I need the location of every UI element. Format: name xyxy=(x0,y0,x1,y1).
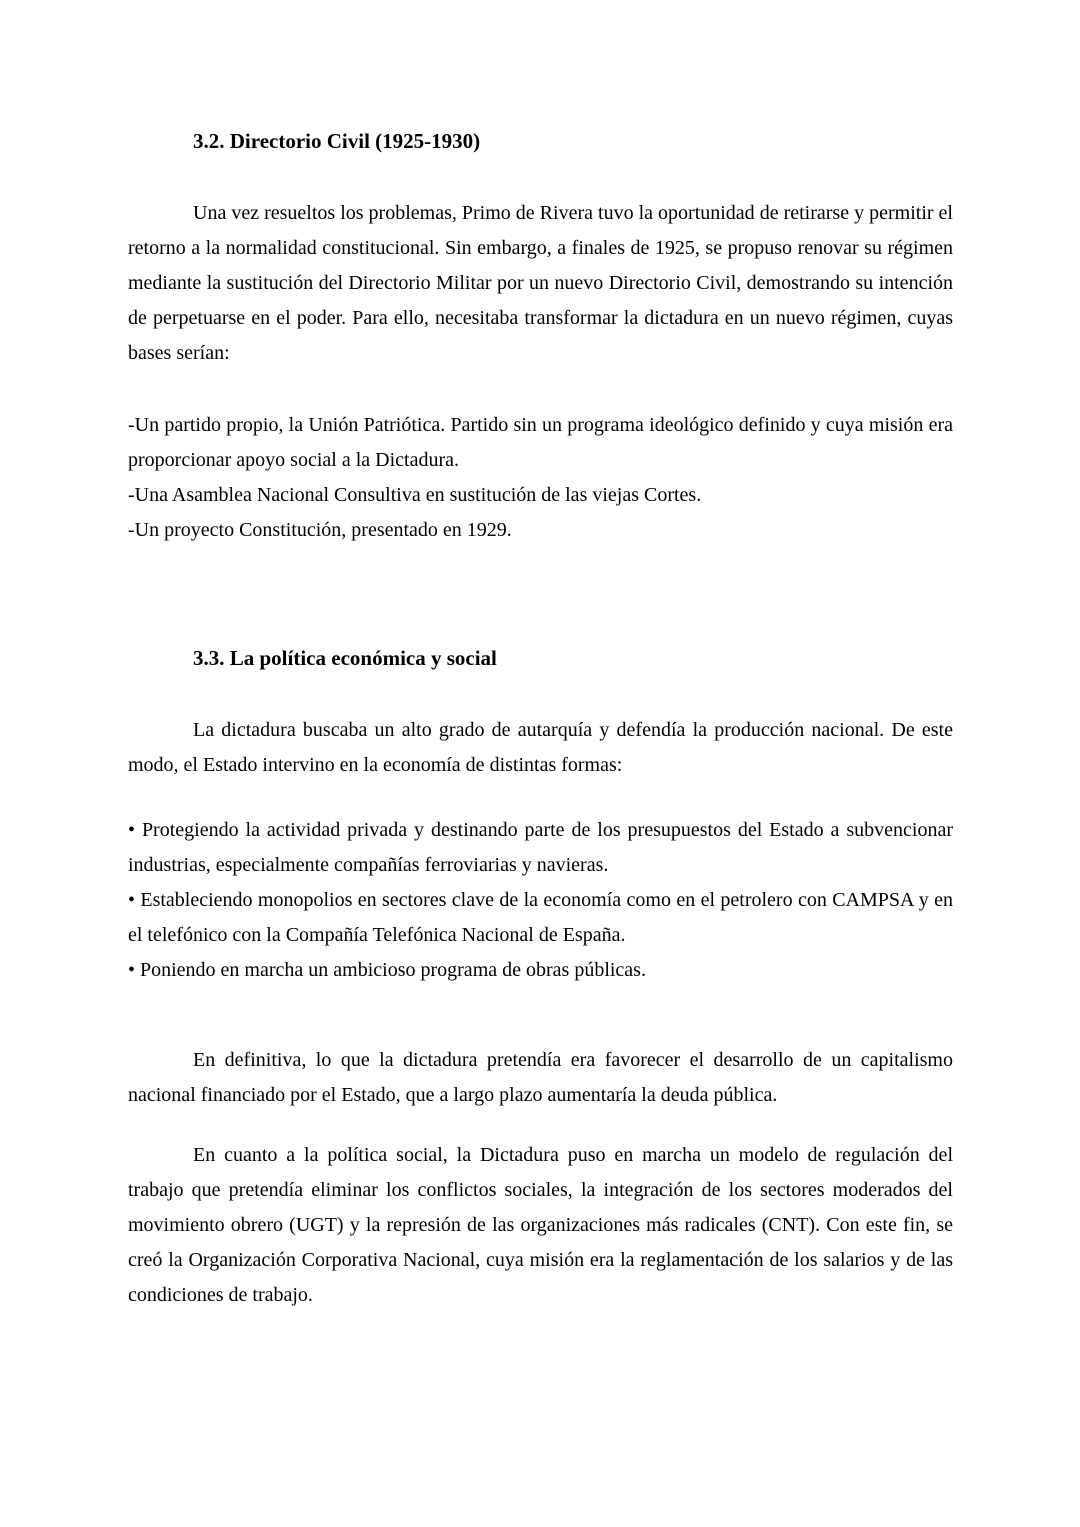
paragraph-politica-intro: La dictadura buscaba un alto grado de autarquía y defendía la producción nacional. De este modo, el Estado intervino en la economía de distintas formas: xyxy=(128,719,953,776)
section-heading-directorio-civil: 3.2. Directorio Civil (1925-1930) xyxy=(193,129,481,153)
section-heading-politica-economica: 3.3. La política económica y social xyxy=(193,646,497,670)
bullet-list-item: • Protegiendo la actividad privada y destinando parte de los presupuestos del Estado a subvencionar industrias, especialmente compañías ferroviarias y navieras. xyxy=(128,819,953,876)
paragraph-directorio-civil-intro: Una vez resueltos los problemas, Primo de Rivera tuvo la oportunidad de retirarse y permitir el retorno a la normalidad constitucional. Sin embargo, a finales de 1925, se propuso renovar su régimen mediante la sustitución del Directorio Militar por un nuevo Directorio Civil, demostrando su intención de perpetuarse en el poder. Para ello, necesitaba transformar la dictadura en un nuevo régimen, cuyas bases serían: xyxy=(128,202,953,364)
paragraph-politica-social: En cuanto a la política social, la Dictadura puso en marcha un modelo de regulación del trabajo que pretendía eliminar los conflictos sociales, la integración de los sectores moderados del movimiento obrero (UGT) y la represión de las organizaciones más radicales (CNT). Con este fin, se creó la Organización Corporativa Nacional, cuya misión era la reglamentación de los salarios y de las condiciones de trabajo. xyxy=(128,1144,953,1306)
bullet-list xyxy=(128,813,953,988)
bullet-list-item: • Estableciendo monopolios en sectores clave de la economía como en el petrolero con CAMPSA y en el telefónico con la Compañía Telefónica Nacional de España. xyxy=(128,889,953,946)
dash-list-item: -Un proyecto Constitución, presentado en 1929. xyxy=(128,519,512,541)
paragraph-en-definitiva: En definitiva, lo que la dictadura pretendía era favorecer el desarrollo de un capitalismo nacional financiado por el Estado, que a largo plazo aumentaría la deuda pública. xyxy=(128,1049,953,1106)
dash-list xyxy=(128,408,953,548)
dash-list-item: -Un partido propio, la Unión Patriótica. Partido sin un programa ideológico definido y cuya misión era proporcionar apoyo social a la Dictadura. xyxy=(128,414,953,471)
bullet-list-item: • Poniendo en marcha un ambicioso programa de obras públicas. xyxy=(128,959,646,981)
dash-list-item: -Una Asamblea Nacional Consultiva en sustitución de las viejas Cortes. xyxy=(128,484,702,506)
